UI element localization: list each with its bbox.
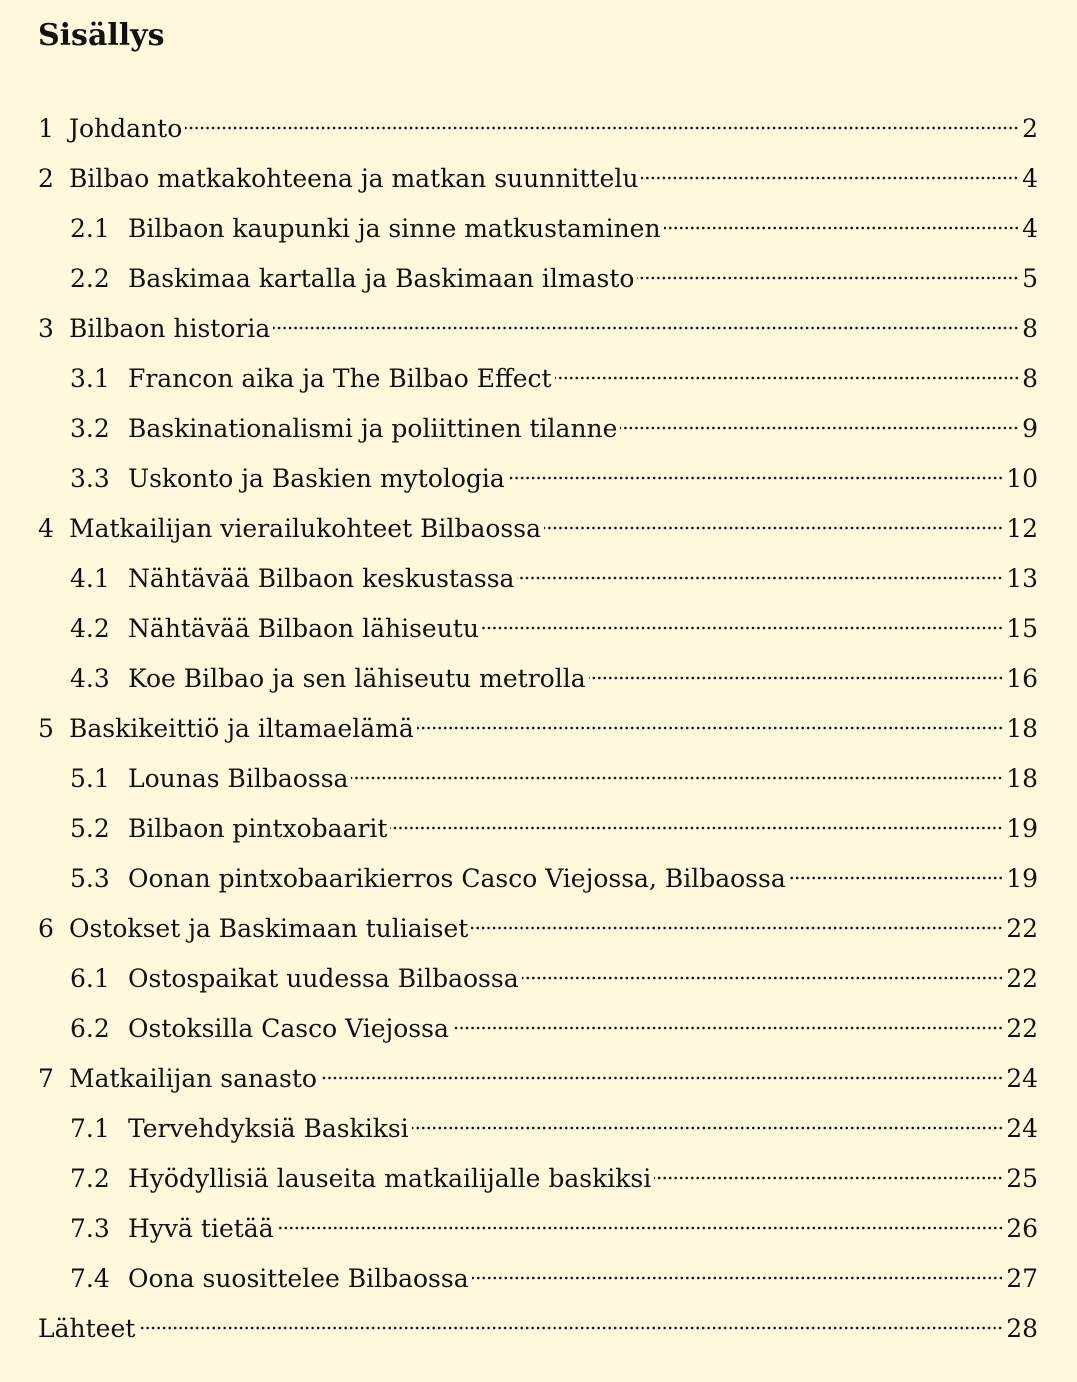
entry-number: 6.1: [70, 964, 110, 993]
entry-number: 4: [38, 514, 54, 543]
entry-number: 6.2: [70, 1014, 110, 1043]
dot-leader: [641, 176, 1019, 180]
entry-page-number: 18: [1006, 714, 1038, 743]
entry-page-number: 4: [1022, 164, 1038, 193]
dot-leader: [390, 826, 1003, 830]
entry-label: Nähtävää Bilbaon keskustassa: [128, 564, 515, 593]
toc-subentry[interactable]: [38, 804, 1038, 854]
toc-entry[interactable]: [38, 704, 1038, 754]
dot-leader: [320, 1076, 1003, 1080]
entry-label: Matkailijan sanasto: [69, 1064, 317, 1093]
entry-page-number: 2: [1022, 114, 1038, 143]
dot-leader: [508, 476, 1003, 480]
dot-leader: [185, 126, 1019, 130]
entry-label: Bilbao matkakohteena ja matkan suunnittelu: [69, 164, 639, 193]
entry-label: Francon aika ja The Bilbao Effect: [128, 364, 552, 393]
entry-page-number: 19: [1006, 864, 1038, 893]
entry-number: 2.1: [70, 214, 110, 243]
dot-leader: [589, 676, 1004, 680]
dot-leader: [482, 626, 1003, 630]
dot-leader: [789, 876, 1003, 880]
dot-leader: [637, 276, 1019, 280]
entry-label: Hyvä tietää: [128, 1214, 274, 1243]
entry-number: 2.2: [70, 264, 110, 293]
entry-label: Bilbaon pintxobaarit: [128, 814, 388, 843]
toc-entry[interactable]: [38, 104, 1038, 154]
dot-leader: [472, 1276, 1004, 1280]
entry-page-number: 22: [1006, 964, 1038, 993]
toc-subentry[interactable]: [38, 604, 1038, 654]
entry-label: Johdanto: [69, 114, 183, 143]
toc-subentry[interactable]: [38, 554, 1038, 604]
entry-label: Matkailijan vierailukohteet Bilbaossa: [69, 514, 541, 543]
dot-leader: [452, 1026, 1003, 1030]
toc-subentry[interactable]: [38, 454, 1038, 504]
toc-entry-sources[interactable]: [38, 1304, 1038, 1354]
toc-entry[interactable]: [38, 304, 1038, 354]
entry-number: 4.1: [70, 564, 110, 593]
entry-number: 1: [38, 114, 54, 143]
dot-leader: [522, 976, 1004, 980]
entry-number: 7.4: [70, 1264, 110, 1293]
dot-leader: [273, 326, 1019, 330]
entry-label: Bilbaon historia: [69, 314, 271, 343]
entry-label: Lounas Bilbaossa: [128, 764, 349, 793]
entry-label: Ostoksilla Casco Viejossa: [128, 1014, 449, 1043]
entry-page-number: 8: [1022, 314, 1038, 343]
toc-subentry[interactable]: [38, 1204, 1038, 1254]
dot-leader: [620, 426, 1019, 430]
entry-label: Hyödyllisiä lauseita matkailijalle baskiksi: [128, 1164, 652, 1193]
toc-entry[interactable]: [38, 154, 1038, 204]
entry-label: Ostospaikat uudessa Bilbaossa: [128, 964, 519, 993]
entry-page-number: 22: [1006, 1014, 1038, 1043]
entry-number: 4.3: [70, 664, 110, 693]
entry-number: 4.2: [70, 614, 110, 643]
dot-leader: [417, 726, 1003, 730]
entry-page-number: 18: [1006, 764, 1038, 793]
entry-number: 5.2: [70, 814, 110, 843]
dot-leader: [555, 376, 1020, 380]
entry-page-number: 5: [1022, 264, 1038, 293]
entry-number: 3: [38, 314, 54, 343]
entry-page-number: 13: [1006, 564, 1038, 593]
entry-page-number: 16: [1006, 664, 1038, 693]
dot-leader: [138, 1326, 1003, 1330]
entry-page-number: 26: [1006, 1214, 1038, 1243]
dot-leader: [517, 576, 1003, 580]
entry-number: 3.2: [70, 414, 110, 443]
entry-number: 7: [38, 1064, 54, 1093]
toc-subentry[interactable]: [38, 1254, 1038, 1304]
entry-number: 7.3: [70, 1214, 110, 1243]
entry-page-number: 19: [1006, 814, 1038, 843]
dot-leader: [664, 226, 1020, 230]
dot-leader: [351, 776, 1003, 780]
entry-number: 6: [38, 914, 54, 943]
dot-leader: [654, 1176, 1003, 1180]
entry-page-number: 25: [1006, 1164, 1038, 1193]
entry-label: Baskimaa kartalla ja Baskimaan ilmasto: [128, 264, 635, 293]
entry-label: Koe Bilbao ja sen lähiseutu metrolla: [128, 664, 586, 693]
toc-title: Sisällys: [38, 18, 165, 53]
entry-number: 5.1: [70, 764, 110, 793]
entry-number: 7.2: [70, 1164, 110, 1193]
toc-subentry[interactable]: [38, 954, 1038, 1004]
entry-label: Uskonto ja Baskien mytologia: [128, 464, 505, 493]
entry-number: 3.3: [70, 464, 110, 493]
toc-subentry[interactable]: [38, 654, 1038, 704]
toc-list: [38, 104, 1038, 1354]
entry-page-number: 12: [1006, 514, 1038, 543]
toc-subentry[interactable]: [38, 204, 1038, 254]
entry-number: 5.3: [70, 864, 110, 893]
entry-number: 3.1: [70, 364, 110, 393]
entry-number: 5: [38, 714, 54, 743]
entry-page-number: 27: [1006, 1264, 1038, 1293]
toc-subentry[interactable]: [38, 1154, 1038, 1204]
toc-subentry[interactable]: [38, 1004, 1038, 1054]
toc-subentry[interactable]: [38, 404, 1038, 454]
entry-page-number: 22: [1006, 914, 1038, 943]
toc-entry[interactable]: [38, 504, 1038, 554]
toc-entry[interactable]: [38, 904, 1038, 954]
dot-leader: [412, 1126, 1004, 1130]
toc-subentry[interactable]: [38, 754, 1038, 804]
entry-page-number: 28: [1006, 1314, 1038, 1343]
dot-leader: [471, 926, 1003, 930]
entry-page-number: 10: [1006, 464, 1038, 493]
dot-leader: [544, 526, 1003, 530]
entry-page-number: 24: [1006, 1064, 1038, 1093]
entry-label: Lähteet: [38, 1314, 136, 1343]
entry-page-number: 8: [1022, 364, 1038, 393]
entry-page-number: 24: [1006, 1114, 1038, 1143]
entry-label: Baskinationalismi ja poliittinen tilanne: [128, 414, 618, 443]
entry-number: 7.1: [70, 1114, 110, 1143]
entry-page-number: 4: [1022, 214, 1038, 243]
toc-entry[interactable]: [38, 1054, 1038, 1104]
dot-leader: [277, 1226, 1004, 1230]
entry-label: Oonan pintxobaarikierros Casco Viejossa, Bilbaossa: [128, 864, 786, 893]
toc-subentry[interactable]: [38, 854, 1038, 904]
entry-label: Ostokset ja Baskimaan tuliaiset: [69, 914, 469, 943]
toc-subentry[interactable]: [38, 254, 1038, 304]
entry-label: Baskikeittiö ja iltamaelämä: [69, 714, 414, 743]
entry-label: Bilbaon kaupunki ja sinne matkustaminen: [128, 214, 661, 243]
entry-label: Oona suosittelee Bilbaossa: [128, 1264, 469, 1293]
entry-label: Tervehdyksiä Baskiksi: [128, 1114, 409, 1143]
entry-page-number: 15: [1006, 614, 1038, 643]
entry-label: Nähtävää Bilbaon lähiseutu: [128, 614, 479, 643]
entry-page-number: 9: [1022, 414, 1038, 443]
toc-subentry[interactable]: [38, 1104, 1038, 1154]
toc-subentry[interactable]: [38, 354, 1038, 404]
entry-number: 2: [38, 164, 54, 193]
